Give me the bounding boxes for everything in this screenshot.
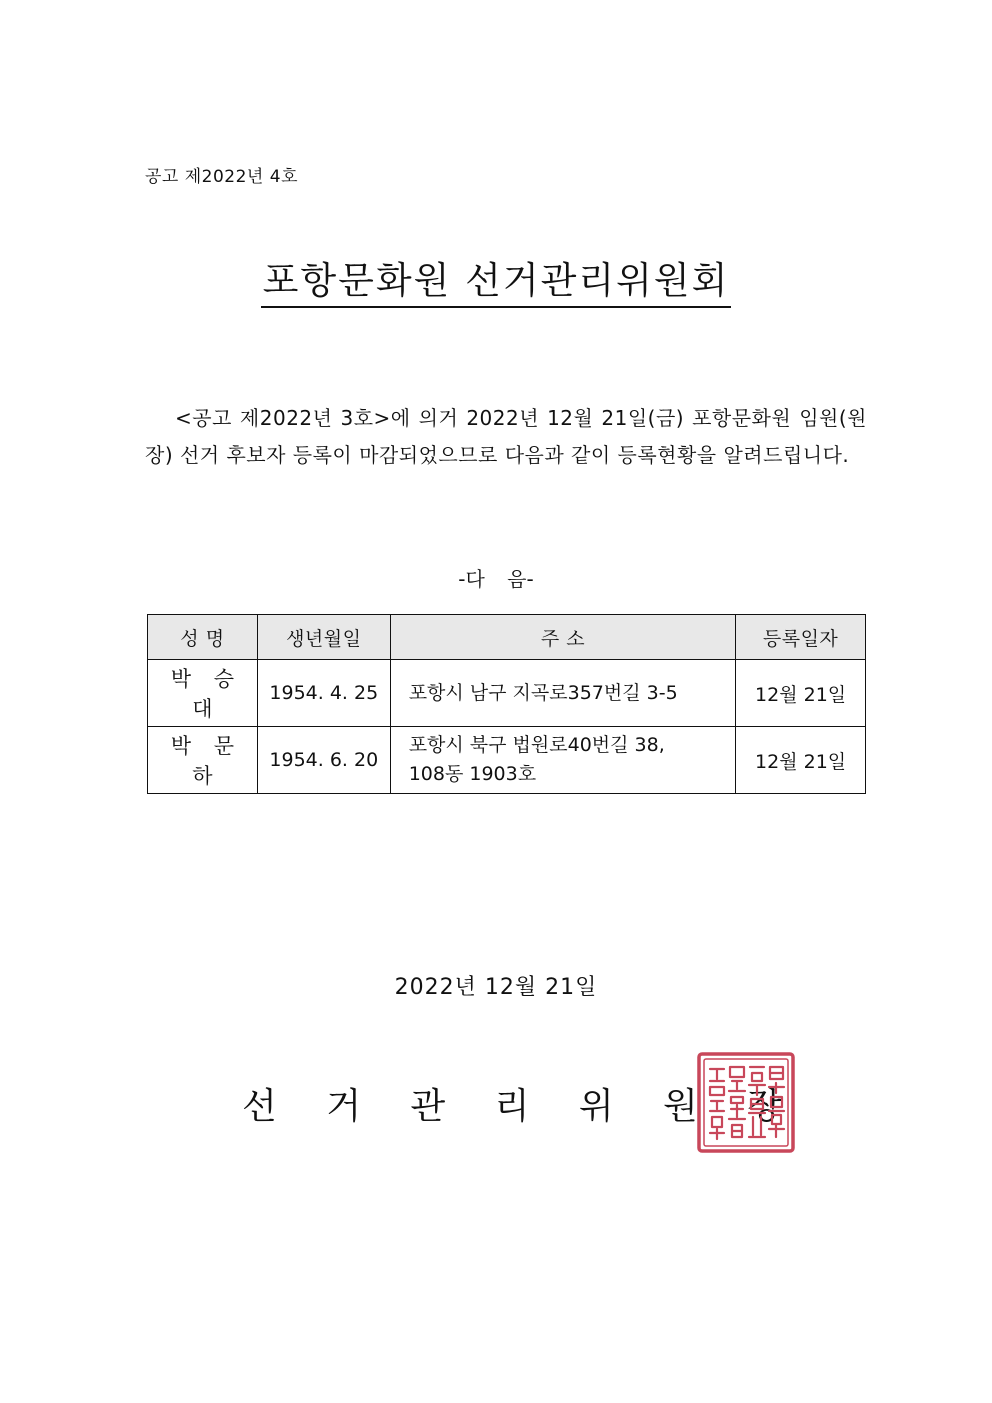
notice-number: 공고 제2022년 4호	[145, 167, 298, 187]
table-row	[148, 727, 866, 794]
candidate-address	[390, 727, 735, 794]
body-paragraph-wrapper	[145, 400, 867, 474]
signer-char: 거	[326, 1086, 361, 1127]
table-row	[148, 660, 866, 727]
candidate-address	[390, 660, 735, 727]
candidate-name: 박 승 대	[148, 660, 258, 727]
signer-char: 원	[663, 1086, 698, 1127]
registration-date: 12월 21일	[736, 727, 866, 794]
address-line-1: 포항시 북구 법원로40번길 38,	[408, 734, 665, 756]
signer-char: 리	[494, 1086, 530, 1127]
header-address: 주 소	[390, 615, 735, 660]
address-line-1: 포항시 남구 지곡로357번길 3-5	[408, 681, 678, 704]
candidate-registration-table	[147, 614, 866, 794]
official-seal-stamp	[696, 1051, 796, 1154]
document-title-wrapper	[0, 259, 992, 308]
section-heading: -다 음-	[458, 567, 534, 591]
candidate-birth: 1954. 4. 25	[257, 660, 390, 727]
candidate-name: 박 문 하	[148, 727, 258, 794]
header-birth: 생년월일	[257, 615, 390, 660]
header-date: 등록일자	[736, 615, 866, 660]
signer-char: 위	[578, 1086, 614, 1127]
document-title: 포항문화원 선거관리위원회	[261, 262, 732, 308]
body-paragraph: <공고 제2022년 3호>에 의거 2022년 12월 21일(금) 포항문화원 임원(원장) 선거 후보자 등록이 마감되었으므로 다음과 같이 등록현황을 알려드립니다.	[145, 406, 867, 467]
address-line-2: 108동 1903호	[408, 763, 537, 785]
signer-char: 관	[410, 1086, 446, 1127]
header-name: 성 명	[148, 615, 258, 660]
registration-date: 12월 21일	[736, 660, 866, 727]
announcement-date: 2022년 12월 21일	[394, 975, 598, 1000]
table-header-row	[148, 615, 866, 660]
candidate-birth: 1954. 6. 20	[257, 727, 390, 794]
signer-char: 선	[242, 1086, 277, 1127]
signer-char: 장	[747, 1086, 782, 1127]
